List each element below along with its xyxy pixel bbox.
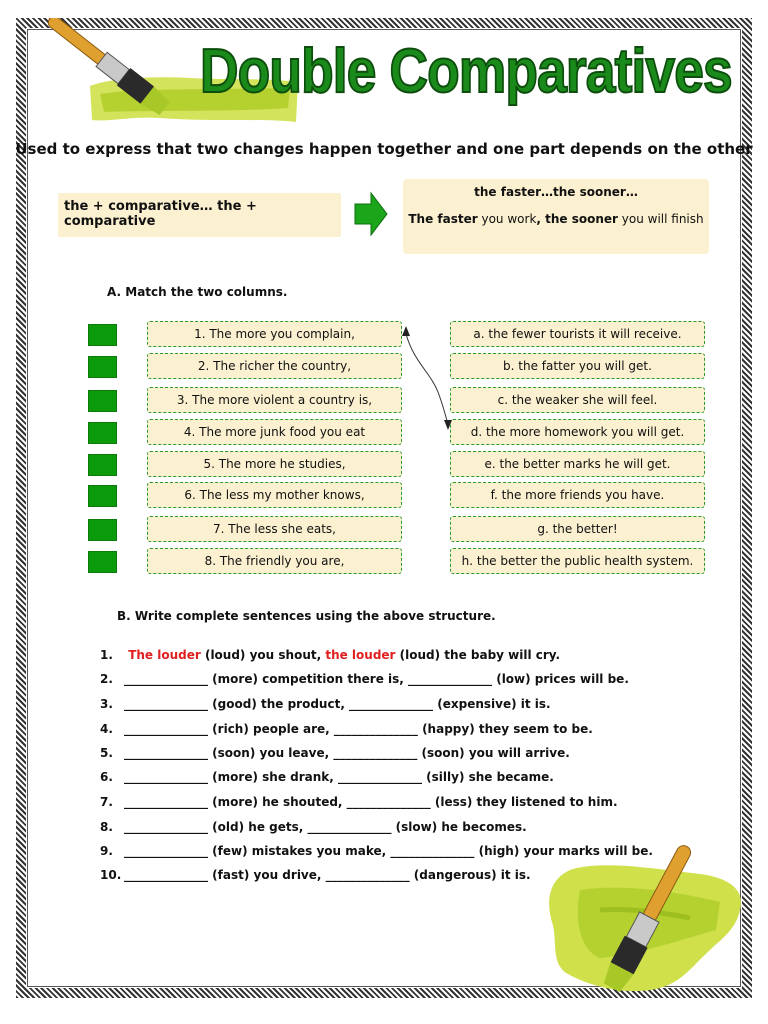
answer-square-4[interactable] [88, 422, 117, 444]
example-text-1: you work [477, 212, 537, 226]
page-subtitle: Used to express that two changes happen together and one part depends on the other [15, 140, 753, 158]
example-heading: the faster…the sooner… [474, 185, 638, 199]
exercise-text: (loud) the baby will cry. [395, 648, 561, 662]
left-item-1: 1. The more you complain, [147, 321, 402, 347]
paintbrush-icon [540, 790, 752, 1002]
exercise-row-2[interactable] [100, 672, 629, 686]
section-a-heading: A. Match the two columns. [107, 285, 288, 299]
exercise-text: (loud) you shout, [200, 648, 326, 662]
example-answer-1: The louder [128, 648, 201, 662]
right-item-b: b. the fatter you will get. [450, 353, 705, 379]
exercise-number: 5. [100, 746, 113, 760]
right-item-c: c. the weaker she will feel. [450, 387, 705, 413]
exercise-row-10[interactable] [100, 868, 531, 882]
right-item-f: f. the more friends you have. [450, 482, 705, 508]
exercise-text[interactable]: ______________ (more) he shouted, ______________ (less) they listened to him. [124, 795, 618, 809]
answer-square-1[interactable] [88, 324, 117, 346]
exercise-row-6[interactable] [100, 770, 554, 784]
page-title: Double Comparatives [200, 37, 732, 106]
exercise-row-8[interactable] [100, 820, 527, 834]
exercise-number: 4. [100, 722, 113, 736]
exercise-text[interactable]: ______________ (soon) you leave, ______________ (soon) you will arrive. [124, 746, 570, 760]
exercise-text[interactable]: ______________ (fast) you drive, ______________ (dangerous) it is. [124, 868, 531, 882]
exercise-number: 6. [100, 770, 113, 784]
right-item-h: h. the better the public health system. [450, 548, 705, 574]
exercise-number: 3. [100, 697, 113, 711]
example-bold-2: , the sooner [536, 212, 618, 226]
example-answer-2: the louder [325, 648, 396, 662]
exercise-number: 10. [100, 868, 122, 882]
right-item-a: a. the fewer tourists it will receive. [450, 321, 705, 347]
right-item-g: g. the better! [450, 516, 705, 542]
exercise-number: 2. [100, 672, 113, 686]
answer-square-6[interactable] [88, 485, 117, 507]
example-text-2: you will finish [617, 212, 704, 226]
right-item-d: d. the more homework you will get. [450, 419, 705, 445]
answer-square-5[interactable] [88, 454, 117, 476]
answer-square-3[interactable] [88, 390, 117, 412]
exercise-text[interactable]: ______________ (good) the product, ______________ (expensive) it is. [124, 697, 551, 711]
exercise-number: 8. [100, 820, 113, 834]
exercise-text[interactable]: ______________ (more) competition there is, ______________ (low) prices will be. [124, 672, 629, 686]
exercise-text[interactable]: ______________ (rich) people are, ______________ (happy) they seem to be. [124, 722, 593, 736]
left-item-3: 3. The more violent a country is, [147, 387, 402, 413]
example-bold-1: The faster [408, 212, 478, 226]
exercise-row-1 [100, 648, 560, 662]
structure-rule-text: the + comparative… the + comparative [64, 199, 257, 229]
answer-square-8[interactable] [88, 551, 117, 573]
answer-square-7[interactable] [88, 519, 117, 541]
answer-square-2[interactable] [88, 356, 117, 378]
exercise-number: 9. [100, 844, 113, 858]
example-sentence [403, 212, 709, 226]
structure-rule-box [58, 193, 341, 237]
left-item-4: 4. The more junk food you eat [147, 419, 402, 445]
exercise-number: 7. [100, 795, 113, 809]
left-item-2: 2. The richer the country, [147, 353, 402, 379]
exercise-row-3[interactable] [100, 697, 551, 711]
left-item-6: 6. The less my mother knows, [147, 482, 402, 508]
green-arrow-icon [353, 190, 389, 238]
exercise-row-4[interactable] [100, 722, 593, 736]
match-connector-arrow [396, 322, 456, 434]
section-b-heading: B. Write complete sentences using the above structure. [117, 609, 496, 623]
exercise-row-5[interactable] [100, 746, 570, 760]
exercise-number: 1. [100, 648, 113, 662]
left-item-8: 8. The friendly you are, [147, 548, 402, 574]
right-item-e: e. the better marks he will get. [450, 451, 705, 477]
exercise-text[interactable]: ______________ (few) mistakes you make, ______________ (high) your marks will be. [124, 844, 653, 858]
example-box [403, 179, 709, 254]
left-item-5: 5. The more he studies, [147, 451, 402, 477]
exercise-text[interactable]: ______________ (old) he gets, ______________ (slow) he becomes. [124, 820, 527, 834]
left-item-7: 7. The less she eats, [147, 516, 402, 542]
exercise-text[interactable]: ______________ (more) she drank, ______________ (silly) she became. [124, 770, 554, 784]
